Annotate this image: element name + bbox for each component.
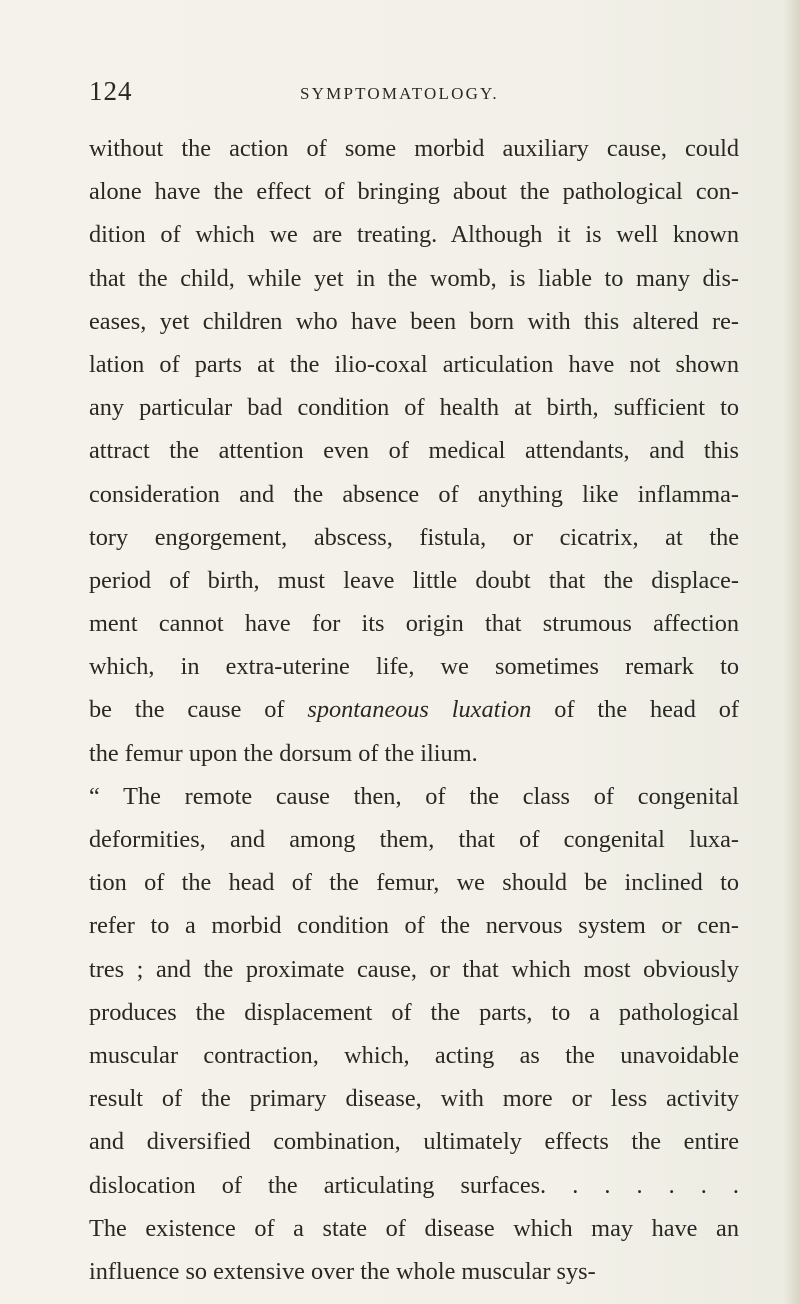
text-line: ment cannot have for its origin that strumous affection xyxy=(89,610,739,638)
text-line: period of birth, must leave little doubt that the displace- xyxy=(89,566,739,594)
text-line: any particular bad condition of health at birth, sufficient to xyxy=(89,394,739,422)
page-number: 124 xyxy=(89,76,133,106)
text-line: consideration and the absence of anything like inflamma- xyxy=(89,480,739,508)
text-line: muscular contraction, which, acting as the unavoidable xyxy=(89,1041,739,1069)
text-line: the femur upon the dorsum of the ilium. xyxy=(89,739,478,767)
text-line: tion of the head of the femur, we should be inclined to xyxy=(89,869,739,897)
text-line: tres ; and the proximate cause, or that which most obviously xyxy=(89,955,739,983)
text-line: deformities, and among them, that of congenital luxa- xyxy=(89,826,739,853)
text-line: produces the displacement of the parts, to a pathological xyxy=(89,998,739,1026)
text-line: and diversified combination, ultimately effects the entire xyxy=(89,1128,739,1156)
text-line: tory engorgement, abscess, fistula, or cicatrix, at the xyxy=(89,523,739,551)
text-line: refer to a morbid condition of the nervous system or cen- xyxy=(89,912,739,940)
running-head: SYMPTOMATOLOGY. xyxy=(300,84,499,103)
text-line: result of the primary disease, with more or less activity xyxy=(89,1085,739,1113)
text-line: dition of which we are treating. Although it is well known xyxy=(89,221,739,249)
body-text xyxy=(89,127,739,1293)
text-line: that the child, while yet in the womb, is liable to many dis- xyxy=(89,264,739,292)
text-line: without the action of some morbid auxiliary cause, could xyxy=(89,135,739,162)
page-header xyxy=(89,76,729,116)
italic-term: spontaneous luxation xyxy=(307,696,532,724)
page-edge-shadow xyxy=(784,0,800,1304)
text-segment: of the head of xyxy=(531,696,740,724)
text-line: influence so extensive over the whole muscular sys- xyxy=(89,1257,596,1285)
text-line: “ The remote cause then, of the class of congenital xyxy=(89,782,739,810)
text-line: alone have the effect of bringing about the pathological con- xyxy=(89,178,739,206)
text-line: The existence of a state of disease which may have an xyxy=(89,1214,739,1242)
text-line: attract the attention even of medical attendants, and this xyxy=(89,437,739,465)
text-segment: be the cause of xyxy=(89,696,308,724)
text-line-with-italic xyxy=(89,688,739,731)
text-line: eases, yet children who have been born with this altered re- xyxy=(89,307,739,335)
text-line: dislocation of the articulating surfaces. . . . . . . xyxy=(89,1171,739,1199)
text-line: lation of parts at the ilio-coxal articulation have not shown xyxy=(89,350,739,378)
text-line: which, in extra-uterine life, we sometimes remark to xyxy=(89,653,739,681)
